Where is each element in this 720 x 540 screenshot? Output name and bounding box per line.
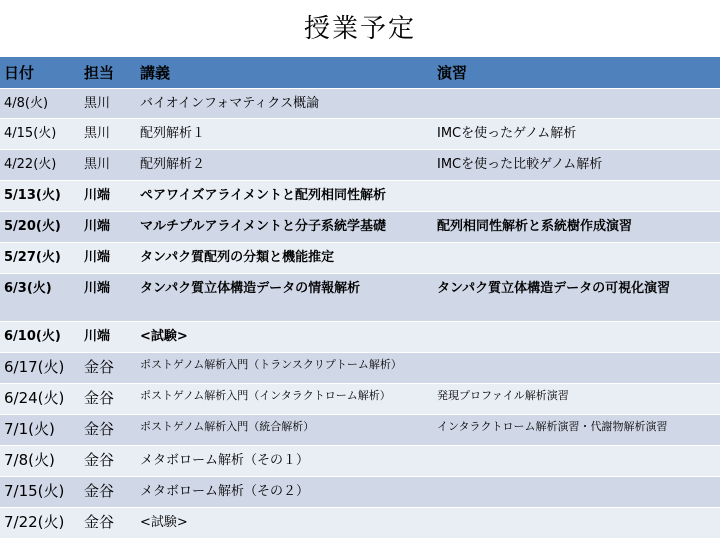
cell-date: 6/17(火) xyxy=(0,353,80,384)
cell-lecture: 配列解析２ xyxy=(136,150,433,181)
cell-teacher: 黒川 xyxy=(80,89,136,119)
cell-lecture: <試験> xyxy=(136,322,433,353)
cell-lecture: メタボローム解析（その１） xyxy=(136,446,433,477)
table-row xyxy=(0,243,720,274)
cell-lecture: ペアワイズアライメントと配列相同性解析 xyxy=(136,181,433,212)
cell-teacher: 金谷 xyxy=(80,353,136,384)
cell-lecture: メタボローム解析（その２） xyxy=(136,477,433,508)
cell-lecture: ポストゲノム解析入門（インタラクトローム解析） xyxy=(136,384,433,415)
header-date: 日付 xyxy=(0,57,80,89)
cell-teacher: 金谷 xyxy=(80,477,136,508)
cell-lecture: タンパク質立体構造データの情報解析 xyxy=(136,274,433,322)
table-row xyxy=(0,150,720,181)
cell-lecture: マルチプルアライメントと分子系統学基礎 xyxy=(136,212,433,243)
cell-exercise xyxy=(433,508,720,539)
cell-exercise xyxy=(433,353,720,384)
schedule-table xyxy=(0,57,720,539)
cell-date: 4/15(火) xyxy=(0,119,80,150)
table-row xyxy=(0,274,720,322)
cell-lecture: 配列解析１ xyxy=(136,119,433,150)
table-row xyxy=(0,212,720,243)
cell-date: 5/27(火) xyxy=(0,243,80,274)
cell-teacher: 黒川 xyxy=(80,150,136,181)
table-row xyxy=(0,477,720,508)
table-row xyxy=(0,181,720,212)
cell-exercise xyxy=(433,477,720,508)
cell-teacher: 川端 xyxy=(80,274,136,322)
cell-exercise: IMCを使った比較ゲノム解析 xyxy=(433,150,720,181)
cell-teacher: 金谷 xyxy=(80,446,136,477)
cell-date: 7/15(火) xyxy=(0,477,80,508)
cell-teacher: 川端 xyxy=(80,181,136,212)
cell-exercise: タンパク質立体構造データの可視化演習 xyxy=(433,274,720,322)
cell-exercise xyxy=(433,446,720,477)
cell-exercise: 配列相同性解析と系統樹作成演習 xyxy=(433,212,720,243)
page-title: 授業予定 xyxy=(303,14,416,44)
cell-exercise xyxy=(433,243,720,274)
table-row xyxy=(0,415,720,446)
cell-lecture: <試験> xyxy=(136,508,433,539)
cell-exercise xyxy=(433,322,720,353)
cell-lecture: バイオインフォマティクス概論 xyxy=(136,89,433,119)
cell-teacher: 川端 xyxy=(80,212,136,243)
table-row xyxy=(0,353,720,384)
cell-exercise xyxy=(433,181,720,212)
cell-teacher: 金谷 xyxy=(80,384,136,415)
table-row xyxy=(0,508,720,539)
cell-date: 4/8(火) xyxy=(0,89,80,119)
table-row xyxy=(0,119,720,150)
cell-teacher: 金谷 xyxy=(80,508,136,539)
cell-date: 6/24(火) xyxy=(0,384,80,415)
table-row xyxy=(0,322,720,353)
cell-lecture: ポストゲノム解析入門（統合解析） xyxy=(136,415,433,446)
header-lecture: 講義 xyxy=(136,57,433,89)
cell-exercise: IMCを使ったゲノム解析 xyxy=(433,119,720,150)
cell-exercise: 発現プロファイル解析演習 xyxy=(433,384,720,415)
cell-date: 5/20(火) xyxy=(0,212,80,243)
cell-lecture: ポストゲノム解析入門（トランスクリプトーム解析） xyxy=(136,353,433,384)
table-row xyxy=(0,446,720,477)
cell-date: 5/13(火) xyxy=(0,181,80,212)
cell-teacher: 黒川 xyxy=(80,119,136,150)
cell-date: 7/1(火) xyxy=(0,415,80,446)
cell-date: 6/10(火) xyxy=(0,322,80,353)
cell-exercise xyxy=(433,89,720,119)
table-row xyxy=(0,89,720,119)
cell-date: 6/3(火) xyxy=(0,274,80,322)
cell-teacher: 川端 xyxy=(80,322,136,353)
cell-date: 7/22(火) xyxy=(0,508,80,539)
header-teacher: 担当 xyxy=(80,57,136,89)
cell-date: 4/22(火) xyxy=(0,150,80,181)
cell-date: 7/8(火) xyxy=(0,446,80,477)
cell-exercise: インタラクトローム解析演習・代謝物解析演習 xyxy=(433,415,720,446)
cell-lecture: タンパク質配列の分類と機能推定 xyxy=(136,243,433,274)
cell-teacher: 金谷 xyxy=(80,415,136,446)
table-row xyxy=(0,384,720,415)
cell-teacher: 川端 xyxy=(80,243,136,274)
header-row xyxy=(0,57,720,89)
header-exercise: 演習 xyxy=(433,57,720,89)
